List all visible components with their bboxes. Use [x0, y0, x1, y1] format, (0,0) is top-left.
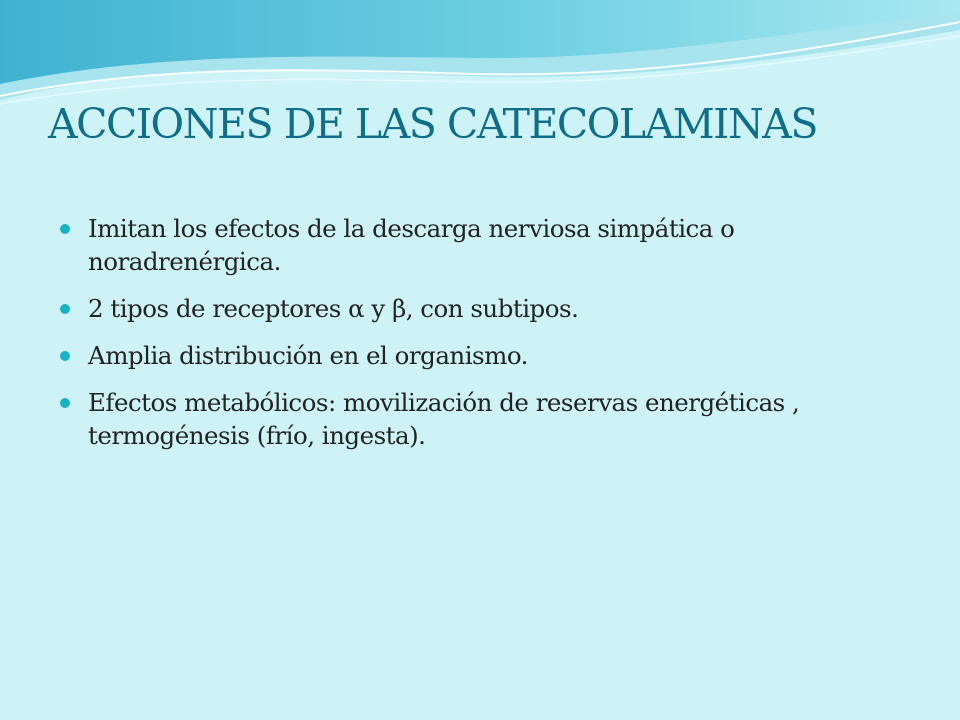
bullet-item: Amplia distribución en el organismo.	[60, 339, 850, 372]
slide-title: ACCIONES DE LAS CATECOLAMINAS	[48, 100, 817, 148]
bullet-item: Imitan los efectos de la descarga nerviosa simpática o noradrenérgica.	[60, 212, 850, 278]
bullet-list	[60, 212, 850, 466]
bullet-item: Efectos metabólicos: movilización de reservas energéticas , termogénesis (frío, ingesta).	[60, 386, 850, 452]
bullet-item: 2 tipos de receptores α y β, con subtipos.	[60, 292, 850, 325]
